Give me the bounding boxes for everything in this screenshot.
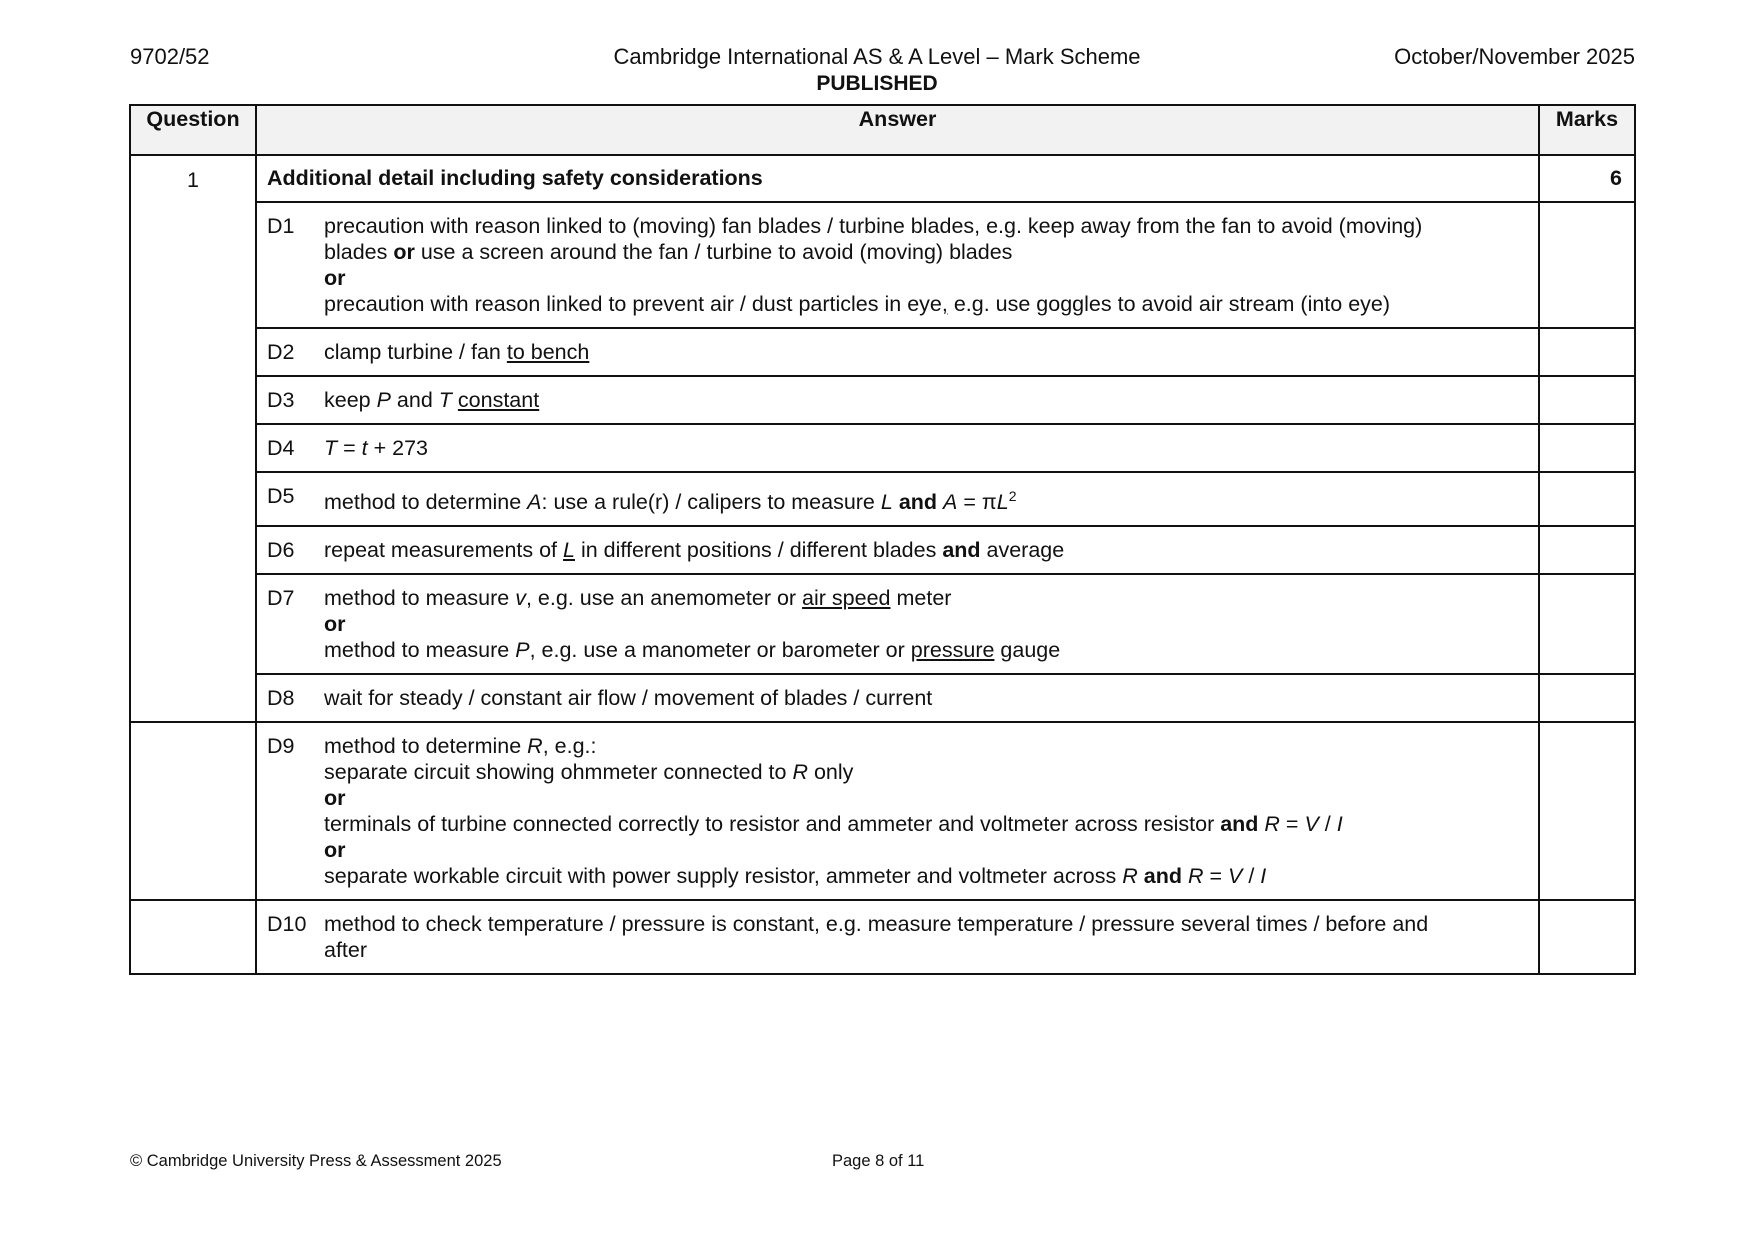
answer-text: blades or use a screen around the fan / turbine to avoid (moving) blades: [324, 240, 1013, 264]
table-row: [130, 202, 1635, 328]
answer-text: terminals of turbine connected correctly to resistor and ammeter and voltmeter across resistor and R = V / I: [324, 812, 1343, 837]
point-label: D6: [267, 538, 295, 563]
marks-cell: [1539, 202, 1635, 328]
point-label: D3: [267, 388, 295, 412]
answer-point-d2: [256, 328, 1539, 376]
question-cell: [130, 900, 256, 974]
answer-text: repeat measurements of L in different positions / different blades and average: [324, 538, 1065, 563]
answer-point-d6: [256, 526, 1539, 574]
marks-cell: [1539, 574, 1635, 674]
table-row: [130, 155, 1635, 202]
answer-point-d10: [256, 900, 1539, 974]
exam-session: October/November 2025: [1394, 44, 1635, 69]
answer-text: precaution with reason linked to (moving) fan blades / turbine blades, e.g. keep away from the fan to avoid (moving): [324, 214, 1423, 238]
mark-scheme-table: [129, 104, 1636, 975]
answer-point-d3: [256, 376, 1539, 424]
point-label: D9: [267, 734, 295, 759]
answer-text: keep P and T constant: [324, 388, 540, 412]
answer-text: method to determine A: use a rule(r) / calipers to measure L and $A = \pi L^2$: [324, 488, 1017, 515]
or-separator: or: [324, 786, 346, 811]
answer-text: precaution with reason linked to prevent air / dust particles in eye, e.g. use goggles to avoid air stream (into eye): [324, 292, 1391, 316]
answer-text: method to measure v, e.g. use an anemometer or air speed meter: [324, 586, 952, 611]
marks-cell: [1539, 722, 1635, 900]
answer-text: T = t + 273: [324, 436, 429, 460]
answer-point-d8: [256, 674, 1539, 722]
question-cell: [130, 722, 256, 900]
section-marks: 6: [1539, 155, 1635, 202]
question-number: 1: [130, 155, 256, 722]
or-separator: or: [324, 612, 346, 637]
marks-cell: [1539, 674, 1635, 722]
answer-point-d5: [256, 472, 1539, 526]
answer-text: separate workable circuit with power supply resistor, ammeter and voltmeter across R and R = V / I: [324, 864, 1267, 889]
answer-text: separate circuit showing ohmmeter connected to R only: [324, 760, 854, 785]
point-label: D1: [267, 214, 295, 238]
table-row: [130, 376, 1635, 424]
copyright-notice: © Cambridge University Press & Assessment 2025: [130, 1152, 502, 1170]
answer-point-d4: [256, 424, 1539, 472]
answer-column-header: Answer: [256, 105, 1539, 155]
table-row: [130, 900, 1635, 974]
question-column-header: Question: [130, 105, 256, 155]
table-row: [130, 674, 1635, 722]
point-label: D8: [267, 686, 295, 711]
table-header-row: [130, 105, 1635, 155]
marks-cell: [1539, 424, 1635, 472]
marks-cell: [1539, 526, 1635, 574]
answer-text: after: [324, 938, 368, 963]
answer-point-d7: [256, 574, 1539, 674]
marks-cell: [1539, 472, 1635, 526]
page-number: Page 8 of 11: [832, 1152, 925, 1170]
document-code: 9702/52: [130, 44, 210, 69]
answer-point-d9: [256, 722, 1539, 900]
answer-text: wait for steady / constant air flow / movement of blades / current: [324, 686, 933, 711]
point-label: D4: [267, 436, 295, 460]
section-title-cell: [256, 155, 1539, 202]
point-label: D5: [267, 484, 295, 508]
table-row: [130, 526, 1635, 574]
point-label: D2: [267, 340, 295, 364]
point-label: D10: [267, 912, 307, 937]
point-label: D7: [267, 586, 295, 611]
marks-column-header: Marks: [1539, 105, 1635, 155]
marks-cell: [1539, 328, 1635, 376]
table-row: [130, 424, 1635, 472]
document-title: Cambridge International AS & A Level – Mark Scheme: [613, 44, 1141, 69]
answer-text: method to measure P, e.g. use a manometer or barometer or pressure gauge: [324, 638, 1061, 663]
answer-point-d1: [256, 202, 1539, 328]
answer-text: clamp turbine / fan to bench: [324, 340, 590, 364]
marks-cell: [1539, 900, 1635, 974]
table-row: [130, 328, 1635, 376]
marks-cell: [1539, 376, 1635, 424]
table-row: [130, 722, 1635, 900]
answer-text: method to determine R, e.g.:: [324, 734, 597, 759]
section-title: Additional detail including safety considerations: [267, 166, 763, 190]
or-separator: or: [324, 838, 346, 863]
table-row: [130, 472, 1635, 526]
table-row: [130, 574, 1635, 674]
answer-text: method to check temperature / pressure is constant, e.g. measure temperature / pressure several times / before and: [324, 912, 1429, 937]
or-separator: or: [324, 266, 346, 290]
published-label: PUBLISHED: [816, 72, 938, 95]
